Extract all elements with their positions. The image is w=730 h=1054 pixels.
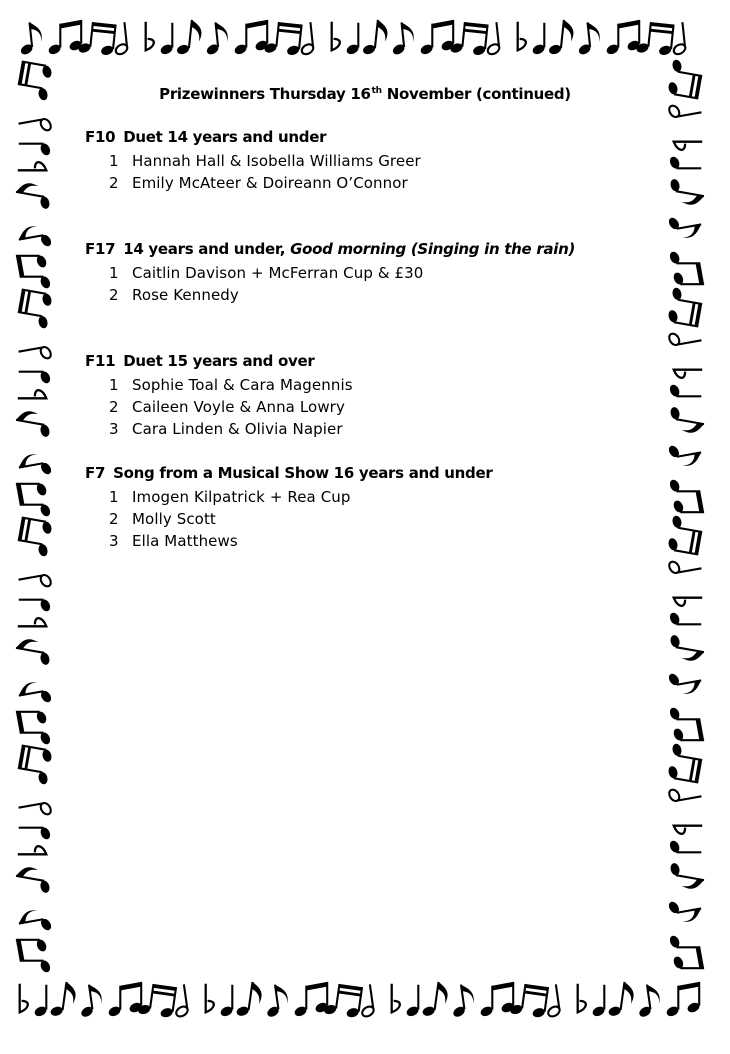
class-code: F11 xyxy=(85,352,116,370)
section-f10 xyxy=(85,128,421,194)
section-f7 xyxy=(85,464,492,552)
place-number: 1 xyxy=(109,376,119,394)
winner-name: Molly Scott xyxy=(132,510,216,528)
list-item xyxy=(85,418,353,440)
place-number: 2 xyxy=(109,174,119,192)
winner-name: Sophie Toal & Cara Magennis xyxy=(132,376,353,394)
list-item xyxy=(85,396,353,418)
section-heading xyxy=(85,240,575,262)
class-code: F17 xyxy=(85,240,116,258)
list-item xyxy=(85,530,492,552)
list-item xyxy=(85,486,492,508)
place-number: 3 xyxy=(109,532,119,550)
class-code: F7 xyxy=(85,464,106,482)
section-heading xyxy=(85,464,492,486)
song-title: Good morning (Singing in the rain) xyxy=(290,240,576,258)
place-number: 1 xyxy=(109,264,119,282)
place-number: 2 xyxy=(109,510,119,528)
winner-name: Caileen Voyle & Anna Lowry xyxy=(132,398,345,416)
winner-name: Caitlin Davison + McFerran Cup & £30 xyxy=(132,264,424,282)
winner-name: Imogen Kilpatrick + Rea Cup xyxy=(132,488,351,506)
class-title: Duet 14 years and under xyxy=(123,128,327,146)
section-heading xyxy=(85,352,353,374)
title-text: Prizewinners Thursday 16 xyxy=(159,85,371,103)
place-number: 3 xyxy=(109,420,119,438)
list-item xyxy=(85,172,421,194)
list-item xyxy=(85,150,421,172)
winner-name: Rose Kennedy xyxy=(132,286,239,304)
place-number: 2 xyxy=(109,398,119,416)
title-text-rest: November (continued) xyxy=(381,85,571,103)
class-title: Duet 15 years and over xyxy=(123,352,315,370)
winner-name: Cara Linden & Olivia Napier xyxy=(132,420,343,438)
winner-name: Ella Matthews xyxy=(132,532,238,550)
class-title: Song from a Musical Show 16 years and under xyxy=(113,464,493,482)
place-number: 1 xyxy=(109,152,119,170)
list-item xyxy=(85,508,492,530)
section-heading xyxy=(85,128,421,150)
winner-name: Emily McAteer & Doireann O’Connor xyxy=(132,174,408,192)
list-item xyxy=(85,284,575,306)
class-title: 14 years and under, xyxy=(123,240,291,258)
place-number: 2 xyxy=(109,286,119,304)
class-code: F10 xyxy=(85,128,116,146)
title-ordinal: th xyxy=(371,86,382,96)
list-item xyxy=(85,262,575,284)
page-title xyxy=(0,85,730,103)
list-item xyxy=(85,374,353,396)
winner-name: Hannah Hall & Isobella Williams Greer xyxy=(132,152,421,170)
section-f17 xyxy=(85,240,575,306)
place-number: 1 xyxy=(109,488,119,506)
section-f11 xyxy=(85,352,353,440)
